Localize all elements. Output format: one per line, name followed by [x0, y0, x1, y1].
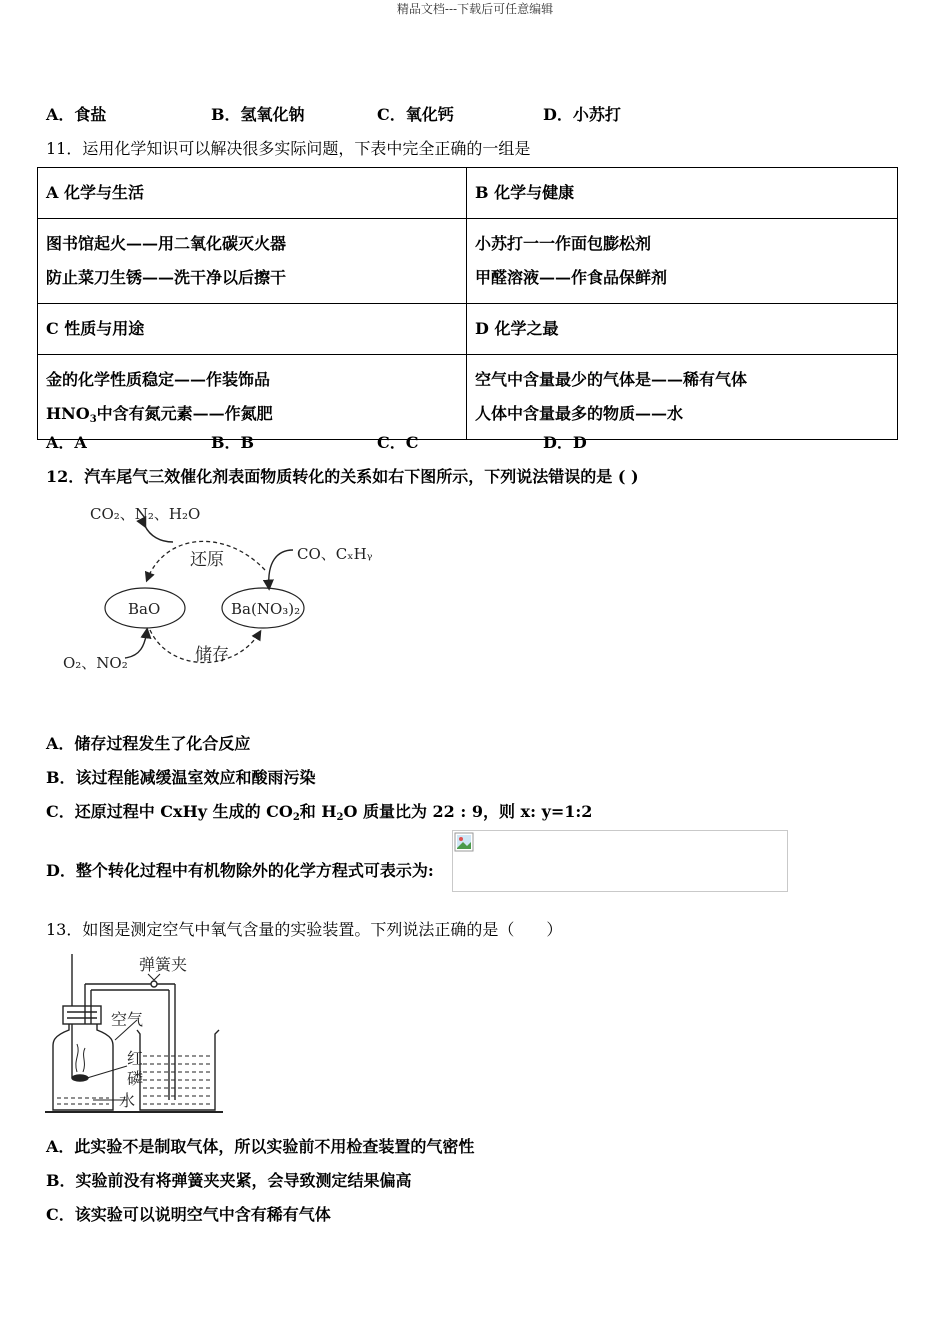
- q11-b-line2: 甲醛溶液——作食品保鲜剂: [475, 268, 668, 287]
- page-header: 精品文档---下载后可任意编辑: [396, 2, 554, 16]
- reductant-arrow: [269, 550, 293, 588]
- q12-catalyst-diagram: [55, 498, 395, 683]
- label-water: 水: [119, 1091, 136, 1110]
- q12-option-b: B．该过程能减缓温室效应和酸雨污染: [46, 768, 316, 787]
- label-air: 空气: [111, 1010, 144, 1029]
- q11-c-line2-pre: HNO: [46, 404, 90, 423]
- diagram-oxidants: O₂、NO₂: [63, 654, 128, 672]
- q11-cell-a-head: A 化学与生活: [38, 168, 467, 219]
- q10-option-d: D．小苏打: [543, 105, 621, 124]
- q11-b-line1: 小苏打一一作面包膨松剂: [475, 234, 652, 253]
- q11-c-line2-sub: 3: [89, 414, 97, 425]
- diagram-store-label: 储存: [195, 645, 229, 665]
- broken-image-icon: [454, 832, 476, 854]
- label-clip: 弹簧夹: [139, 955, 188, 974]
- q11-c-line2-post: 中含有氮元素——作氮肥: [96, 404, 273, 423]
- q11-c-line2: [46, 397, 458, 431]
- q12-option-d: D．整个转化过程中有机物除外的化学方程式可表示为:: [46, 861, 434, 880]
- q10-option-b: B．氢氧化钠: [211, 105, 305, 124]
- q11-option-a: A．A: [46, 433, 87, 452]
- q11-cell-b-body: [467, 219, 898, 304]
- q12-option-c-sub2: 2: [336, 812, 344, 823]
- q11-cell-a-body: [38, 219, 467, 304]
- q11-table: [37, 167, 898, 440]
- q11-stem: 11．运用化学知识可以解决很多实际问题，下表中完全正确的一组是: [46, 139, 531, 158]
- diagram-ba-nitrate: Ba(NO₃)₂: [231, 600, 301, 618]
- q13-option-a: A．此实验不是制取气体，所以实验前不用检查装置的气密性: [46, 1137, 475, 1156]
- q12-stem: 12．汽车尾气三效催化剂表面物质转化的关系如右下图所示，下列说法错误的是 ( ): [46, 467, 639, 486]
- q11-cell-d-head: D 化学之最: [467, 304, 898, 355]
- q13-apparatus-diagram: [45, 950, 235, 1120]
- oxidant-arrow: [125, 630, 147, 658]
- bottle-stopper: [63, 1006, 101, 1024]
- q11-cell-c-body: [38, 355, 467, 440]
- product-arrow: [145, 526, 173, 542]
- diagram-reduce-label: 还原: [190, 550, 224, 570]
- q12-option-a: A．储存过程发生了化合反应: [46, 734, 251, 753]
- q12-option-c-part2: 和 H: [299, 802, 337, 821]
- q12-option-c-sub1: 2: [292, 812, 300, 823]
- q11-a-line1: 图书馆起火——用二氧化碳灭火器: [46, 234, 287, 253]
- q10-option-a: A．食盐: [46, 105, 107, 124]
- q12-option-c-part3: O 质量比为 22 : 9，则 x: y=1:2: [343, 802, 593, 821]
- diagram-top-products: CO₂、N₂、H₂O: [90, 505, 201, 523]
- label-phos: 磷: [127, 1069, 144, 1088]
- water-beaker: [137, 1030, 219, 1110]
- q11-option-d: D．D: [543, 433, 587, 452]
- label-red: 红: [127, 1049, 144, 1068]
- q12-option-c: [46, 799, 592, 822]
- diagram-reductants: CO、CₓHᵧ: [297, 545, 373, 563]
- q11-d-line1: 空气中含量最少的气体是——稀有气体: [475, 370, 748, 389]
- q11-cell-b-head: B 化学与健康: [467, 168, 898, 219]
- q11-option-c: C．C: [377, 433, 419, 452]
- broken-image-placeholder: [452, 830, 788, 892]
- q11-a-line2: 防止菜刀生锈——洗干净以后擦干: [46, 268, 287, 287]
- diagram-bao: BaO: [128, 600, 161, 618]
- q13-stem: 13．如图是测定空气中氧气含量的实验装置。下列说法正确的是（ ）: [46, 920, 563, 939]
- q11-option-b: B．B: [211, 433, 255, 452]
- gas-bottle: [53, 1024, 113, 1110]
- q13-option-b: B．实验前没有将弹簧夹夹紧，会导致测定结果偏高: [46, 1171, 412, 1190]
- q10-option-c: C．氧化钙: [377, 105, 454, 124]
- q11-d-line2: 人体中含量最多的物质——水: [475, 404, 684, 423]
- q11-cell-d-body: [467, 355, 898, 440]
- q12-option-c-part1: C．还原过程中 CxHy 生成的 CO: [46, 802, 293, 821]
- q11-c-line1: 金的化学性质稳定——作装饰品: [46, 370, 271, 389]
- q13-option-c: C．该实验可以说明空气中含有稀有气体: [46, 1205, 331, 1224]
- q11-cell-c-head: C 性质与用途: [38, 304, 467, 355]
